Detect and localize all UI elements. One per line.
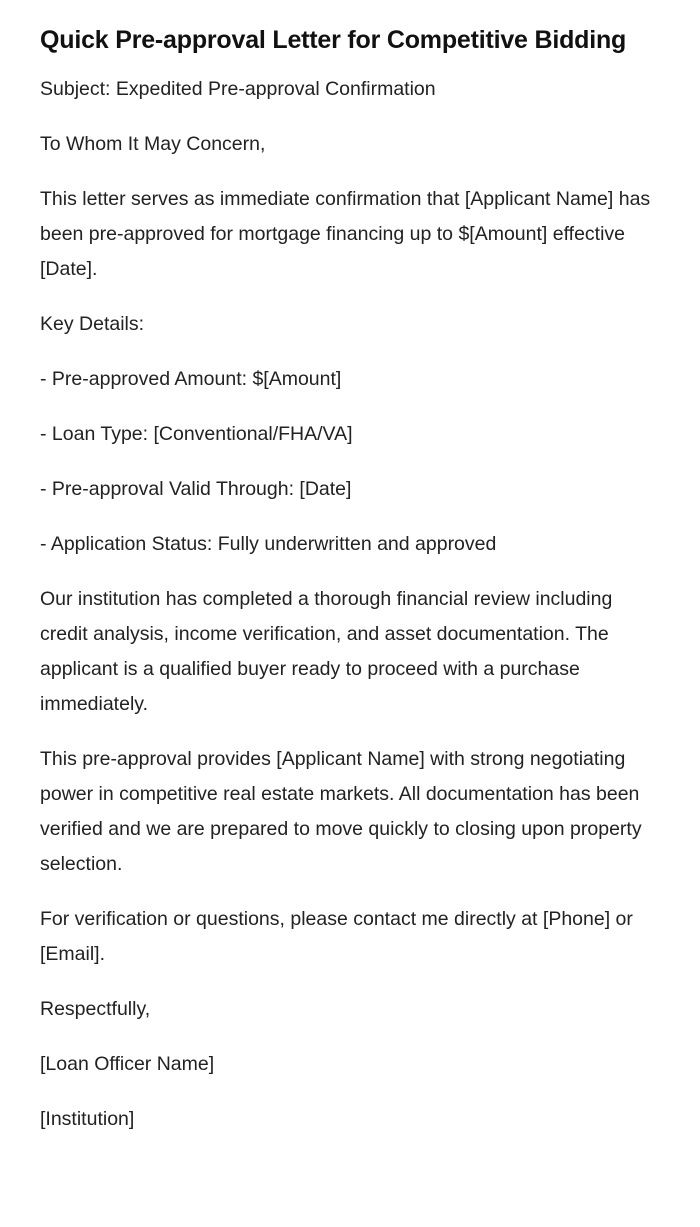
letter-subject: Subject: Expedited Pre-approval Confirmation — [40, 78, 436, 100]
intro-paragraph: This letter serves as immediate confirmation that [Applicant Name] has been pre-approved for mortgage financing up to $[Amount] effective [Date]. — [40, 188, 651, 280]
detail-item-loan-type: - Loan Type: [Conventional/FHA/VA] — [40, 423, 353, 445]
contact-paragraph: For verification or questions, please contact me directly at [Phone] or [Email]. — [40, 908, 633, 965]
detail-item-amount: - Pre-approved Amount: $[Amount] — [40, 368, 342, 390]
letter-title: Quick Pre-approval Letter for Competitive Bidding — [40, 26, 627, 54]
letter-salutation: To Whom It May Concern, — [40, 133, 266, 155]
loan-officer-name: [Loan Officer Name] — [40, 1053, 215, 1075]
detail-item-valid-through: - Pre-approval Valid Through: [Date] — [40, 478, 352, 500]
review-paragraph: Our institution has completed a thorough financial review including credit analysis, income verification, and asset documentation. The applicant is a qualified buyer ready to proceed with a purchase immediately. — [40, 588, 613, 715]
key-details-heading: Key Details: — [40, 313, 145, 335]
institution-name: [Institution] — [40, 1108, 135, 1130]
letter-closing: Respectfully, — [40, 998, 151, 1020]
negotiating-power-paragraph: This pre-approval provides [Applicant Name] with strong negotiating power in competitive real estate markets. All documentation has been verified and we are prepared to move quickly to closing upon property selection. — [40, 748, 642, 875]
detail-item-status: - Application Status: Fully underwritten and approved — [40, 533, 497, 555]
